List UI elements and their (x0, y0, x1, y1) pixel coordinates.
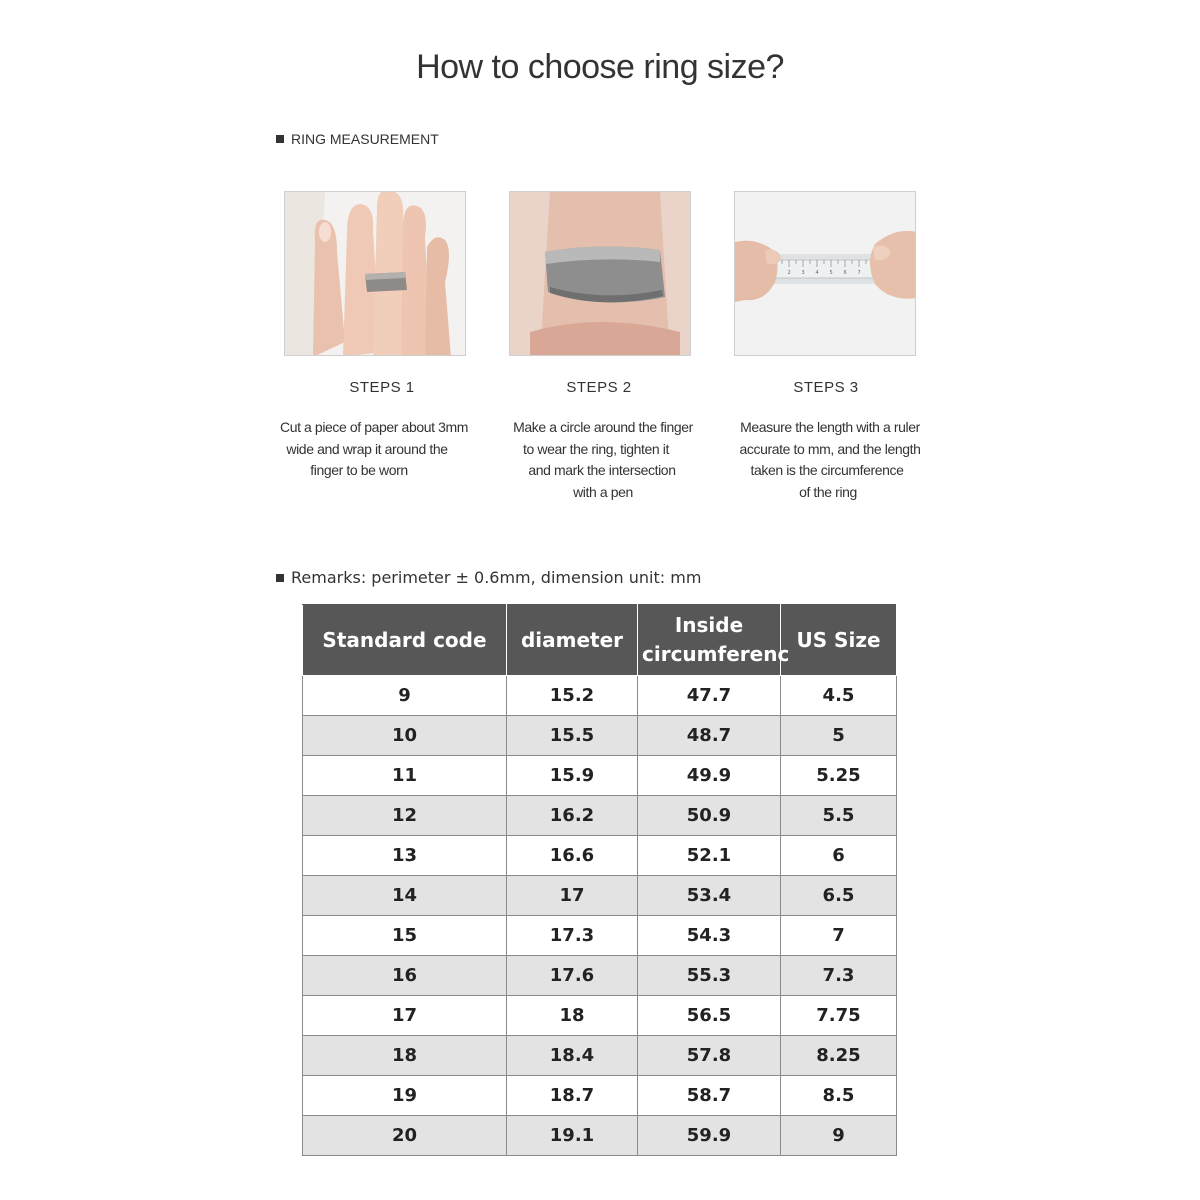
step-3-photo (734, 191, 916, 356)
cell-inside-circumference: 59.9 (638, 1116, 781, 1156)
header-diameter: diameter (507, 605, 638, 676)
cell-us-size: 6.5 (781, 876, 897, 916)
ruler-digit: 3 (801, 270, 805, 276)
cell-inside-circumference: 52.1 (638, 836, 781, 876)
cell-diameter: 19.1 (507, 1116, 638, 1156)
cell-diameter: 17 (507, 876, 638, 916)
cell-diameter: 17.3 (507, 916, 638, 956)
cell-inside-circumference: 55.3 (638, 956, 781, 996)
step-3-description: Measure the length with a ruler accurate to mm, and the length taken is the circumference of the ring (739, 419, 921, 500)
step-1-photo (284, 191, 466, 356)
table-row (303, 1116, 897, 1156)
cell-diameter: 18 (507, 996, 638, 1036)
ring-measurement-heading: RING MEASUREMENT (276, 131, 439, 147)
ruler-digit: 4 (815, 270, 819, 276)
table-row (303, 796, 897, 836)
cell-diameter: 15.2 (507, 676, 638, 716)
ring-size-table (302, 604, 897, 1156)
cell-us-size: 5 (781, 716, 897, 756)
cell-standard-code: 10 (303, 716, 507, 756)
cell-us-size: 6 (781, 836, 897, 876)
cell-inside-circumference: 47.7 (638, 676, 781, 716)
cell-standard-code: 13 (303, 836, 507, 876)
cell-standard-code: 14 (303, 876, 507, 916)
step-3-label: STEPS 3 (793, 379, 859, 396)
cell-inside-circumference: 57.8 (638, 1036, 781, 1076)
cell-diameter: 17.6 (507, 956, 638, 996)
square-bullet-icon (276, 574, 284, 582)
cell-inside-circumference: 58.7 (638, 1076, 781, 1116)
cell-us-size: 9 (781, 1116, 897, 1156)
cell-inside-circumference: 54.3 (638, 916, 781, 956)
table-row (303, 1036, 897, 1076)
cell-inside-circumference: 48.7 (638, 716, 781, 756)
ruler-digit: 2 (787, 270, 791, 276)
cell-us-size: 7.3 (781, 956, 897, 996)
cell-standard-code: 9 (303, 676, 507, 716)
table-row (303, 956, 897, 996)
step-1-label: STEPS 1 (349, 379, 415, 396)
remarks-note: Remarks: perimeter ± 0.6mm, dimension unit: mm (276, 568, 701, 587)
cell-inside-circumference: 53.4 (638, 876, 781, 916)
cell-standard-code: 18 (303, 1036, 507, 1076)
cell-us-size: 8.25 (781, 1036, 897, 1076)
cell-us-size: 4.5 (781, 676, 897, 716)
cell-us-size: 7.75 (781, 996, 897, 1036)
step-1-description: Cut a piece of paper about 3mm wide and wrap it around the finger to be worn (279, 419, 468, 478)
page-title: How to choose ring size? (416, 48, 784, 86)
cell-standard-code: 12 (303, 796, 507, 836)
cell-diameter: 15.9 (507, 756, 638, 796)
cell-inside-circumference: 50.9 (638, 796, 781, 836)
table-header-row (303, 605, 897, 676)
table-row (303, 716, 897, 756)
cell-inside-circumference: 56.5 (638, 996, 781, 1036)
ruler-digit: 6 (843, 270, 847, 276)
cell-standard-code: 17 (303, 996, 507, 1036)
cell-standard-code: 19 (303, 1076, 507, 1116)
table-row (303, 1076, 897, 1116)
cell-us-size: 5.5 (781, 796, 897, 836)
header-inside-circumference: Inside circumferenc (638, 605, 781, 676)
header-us-size: US Size (781, 605, 897, 676)
cell-standard-code: 15 (303, 916, 507, 956)
cell-inside-circumference: 49.9 (638, 756, 781, 796)
ruler-digit: 5 (829, 270, 833, 276)
header-standard-code: Standard code (303, 605, 507, 676)
cell-us-size: 8.5 (781, 1076, 897, 1116)
table-row (303, 996, 897, 1036)
step-2-description: Make a circle around the finger to wear the ring, tighten it and mark the intersection with a pen (513, 419, 693, 500)
cell-standard-code: 11 (303, 756, 507, 796)
cell-standard-code: 16 (303, 956, 507, 996)
cell-diameter: 16.6 (507, 836, 638, 876)
table-row (303, 836, 897, 876)
square-bullet-icon (276, 135, 284, 143)
ruler-digit: 7 (857, 270, 861, 276)
table-row (303, 676, 897, 716)
cell-standard-code: 20 (303, 1116, 507, 1156)
cell-diameter: 15.5 (507, 716, 638, 756)
cell-us-size: 5.25 (781, 756, 897, 796)
cell-us-size: 7 (781, 916, 897, 956)
cell-diameter: 18.4 (507, 1036, 638, 1076)
step-2-photo (509, 191, 691, 356)
table-row (303, 756, 897, 796)
cell-diameter: 18.7 (507, 1076, 638, 1116)
step-2-label: STEPS 2 (566, 379, 632, 396)
cell-diameter: 16.2 (507, 796, 638, 836)
table-row (303, 916, 897, 956)
table-row (303, 876, 897, 916)
